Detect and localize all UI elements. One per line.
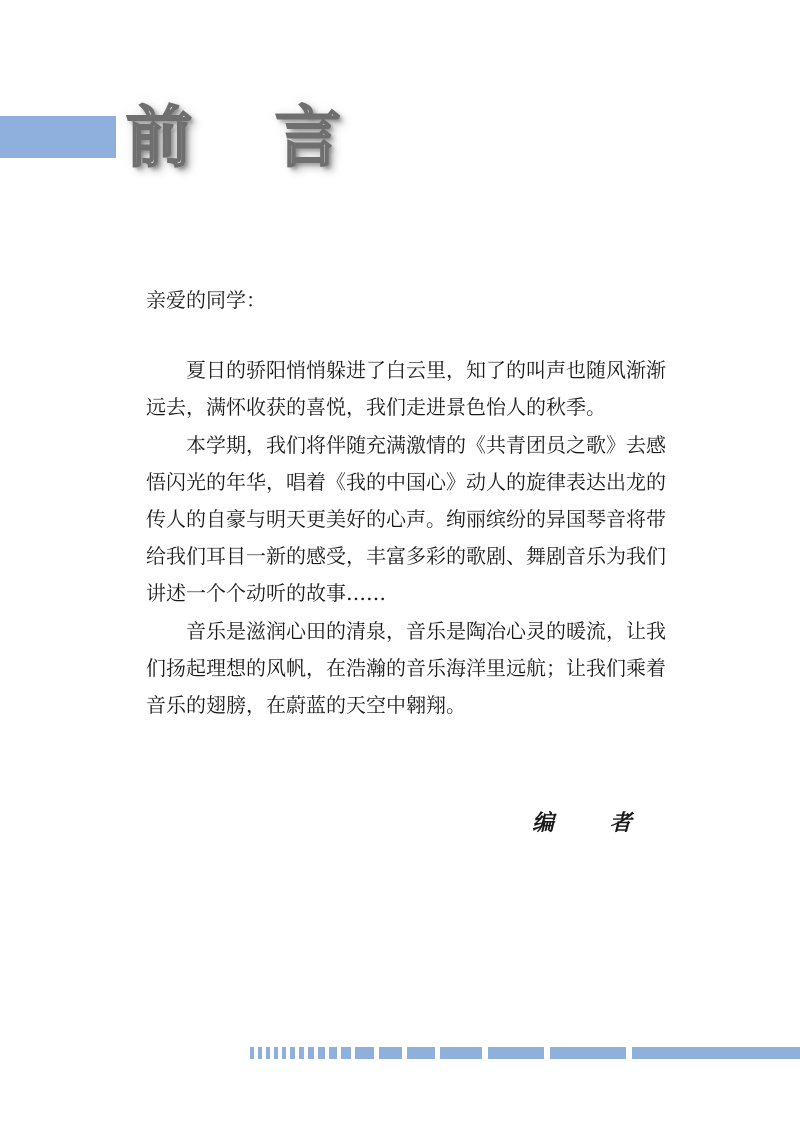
footer-stripe <box>632 1047 800 1059</box>
footer-stripe <box>299 1047 304 1059</box>
footer-stripe <box>550 1047 626 1059</box>
paragraph-3: 音乐是滋润心田的清泉，音乐是陶冶心灵的暖流，让我们扬起理想的风帆，在浩瀚的音乐海洋里远航；让我们乘着音乐的翅膀，在蔚蓝的天空中翱翔。 <box>146 618 666 718</box>
footer-stripe <box>290 1047 295 1059</box>
footer-stripe <box>440 1047 482 1059</box>
footer-stripe <box>266 1047 270 1059</box>
footer-stripe <box>308 1047 314 1059</box>
paragraph-2: 本学期，我们将伴随充满激情的《共青团员之歌》去感悟闪光的年华，唱着《我的中国心》动人的旋律表达出龙的传人的自豪与明天更美好的心声。绚丽缤纷的异国琴音将带给我们耳目一新的感受，丰富多彩的歌剧、舞剧音乐为我们讲述一个个动听的故事…… <box>146 432 666 606</box>
header-accent-band <box>0 116 116 158</box>
salutation: 亲爱的同学： <box>146 288 266 312</box>
footer-stripe <box>407 1047 435 1059</box>
footer-stripe <box>282 1047 286 1059</box>
page-title: 前 言 <box>126 99 371 176</box>
footer-stripe <box>355 1047 374 1059</box>
footer-stripe <box>329 1047 337 1059</box>
footer-decorative-strip <box>0 1047 800 1059</box>
footer-stripe <box>250 1047 254 1059</box>
footer-stripe <box>258 1047 262 1059</box>
footer-stripe <box>488 1047 544 1059</box>
preface-letter <box>146 282 666 724</box>
footer-stripe <box>379 1047 402 1059</box>
footer-stripe <box>318 1047 325 1059</box>
signature: 编 者 <box>532 810 656 836</box>
footer-stripe <box>274 1047 278 1059</box>
paragraph-1: 夏日的骄阳悄悄躲进了白云里，知了的叫声也随风渐渐远去，满怀收获的喜悦，我们走进景色怡人的秋季。 <box>146 358 666 420</box>
footer-stripe <box>341 1047 351 1059</box>
